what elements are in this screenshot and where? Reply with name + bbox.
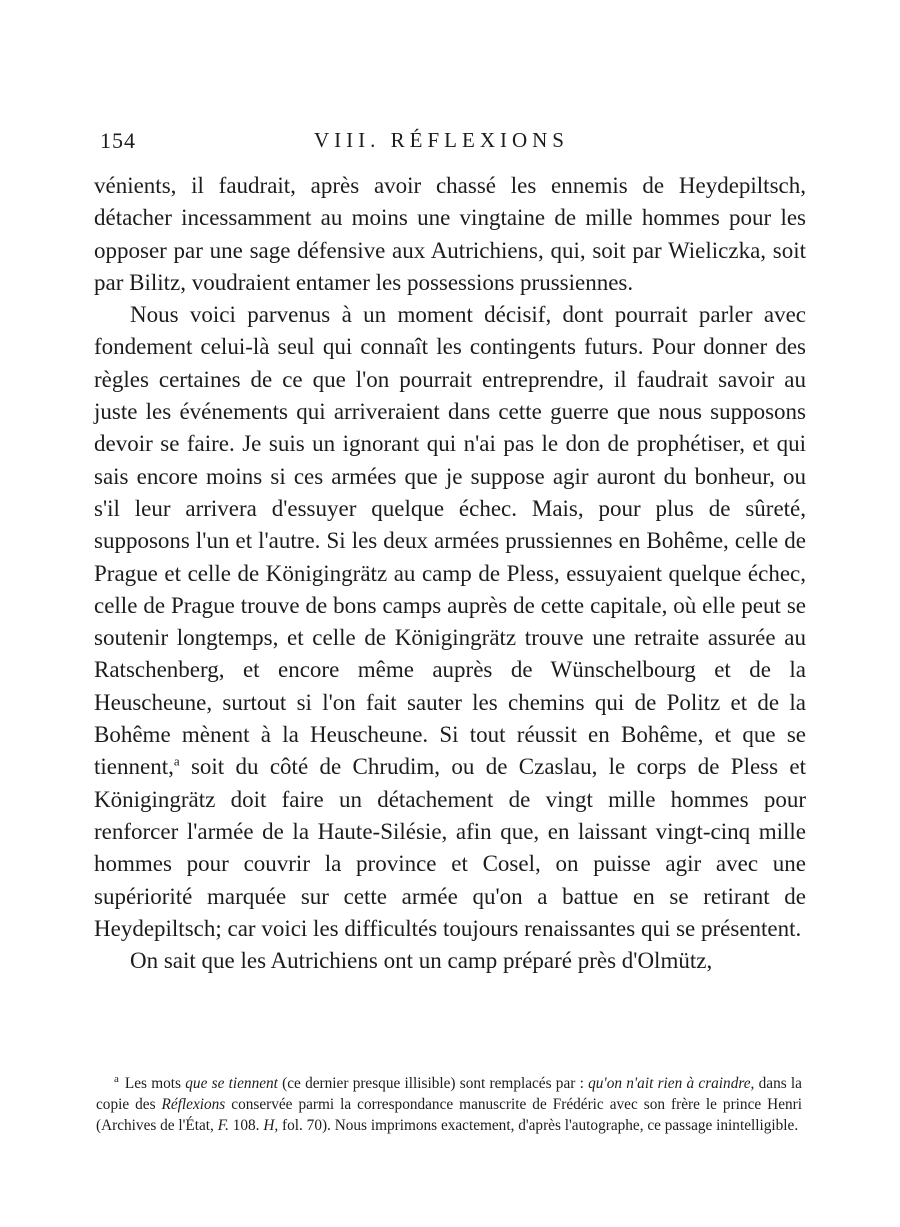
paragraph-2-part-2: soit du côté de Chrudim, ou de Czaslau, le corps de Pless et Königingrätz doit faire un détachement de vingt mille hommes pour renforcer l'armée de la Haute-Silésie, afin que, en laissant vingt-cinq mille hommes pour couvrir la province et Cosel, on puisse agir avec une supériorité marquée sur cette armée qu'on a battue en se retirant de Heydepiltsch; car voici les difficultés toujours renaissantes qui se présentent. <box>94 754 806 941</box>
page-header <box>92 128 812 158</box>
footnote-segment: Les mots <box>124 1075 186 1092</box>
footnote-italic-replacement: qu'on n'ait rien à craindre, <box>588 1075 755 1092</box>
footnote-italic-title: Réflexions <box>161 1096 226 1113</box>
footnote-segment: dans la copie des <box>96 1075 802 1113</box>
paragraph-1: vénients, il faudrait, après avoir chassé les ennemis de Heydepiltsch, détacher incessamment au moins une vingtaine de mille hommes pour les opposer par une sage défensive aux Autrichiens, qui, soit par Wieliczka, soit par Bilitz, voudraient entamer les possessions prussiennes. <box>94 173 806 295</box>
footnote <box>96 1073 802 1136</box>
footnote-text <box>96 1073 802 1136</box>
footnote-segment: (ce dernier presque illisible) sont remplacés par : <box>277 1075 589 1092</box>
footnote-reference-marker[interactable]: a <box>173 753 180 769</box>
paragraph-2-part-1: Nous voici parvenus à un moment décisif, dont pourrait parler avec fondement celui-là seul qui connaît les contingents futurs. Pour donner des règles certaines de ce que l'on pourrait entreprendre, il faudrait savoir au juste les événements qui arriveraient dans cette guerre que nous supposons devoir se faire. Je suis un ignorant qui n'ai pas le don de prophétiser, et qui sais encore moins si ces armées que je suppose agir auront du bonheur, ou s'il leur arrivera d'essuyer quelque échec. Mais, pour plus de sûreté, supposons l'un et l'autre. Si les deux armées prussiennes en Bohême, celle de Prague et celle de Königingrätz au camp de Pless, essuyaient quelque échec, celle de Prague trouve de bons camps auprès de cette capitale, où elle peut se soutenir longtemps, et celle de Königingrätz trouve une retraite assurée au Ratschenberg, et encore même auprès de Wünschelbourg et de la Heuscheune, surtout si l'on fait sauter les chemins qui de Politz et de la Bohême mènent à la Heuscheune. Si tout réussit en Bohême, et que se tiennent, <box>94 302 806 780</box>
footnote-segment: fol. 70). Nous imprimons exactement, d'après l'autographe, ce passage inintelligible. <box>278 1117 799 1134</box>
running-title: VIII. RÉFLEXIONS <box>314 128 569 152</box>
page-number: 154 <box>100 128 136 153</box>
footnote-segment: conservée parmi la correspondance manuscrite de Frédéric avec son frère le prince Henri (Archives de l'État, <box>96 1096 802 1134</box>
footnote-segment: 108. <box>228 1117 264 1134</box>
footnote-label: a <box>114 1072 119 1085</box>
main-text <box>94 170 806 977</box>
footnote-italic-series: F. <box>217 1117 229 1134</box>
footnote-italic-subseries: H, <box>263 1117 279 1134</box>
paragraph-3: On sait que les Autrichiens ont un camp préparé près d'Olmütz, <box>130 948 713 974</box>
paragraph-2 <box>94 299 806 945</box>
footnote-italic-quote: que se tiennent <box>185 1075 278 1092</box>
